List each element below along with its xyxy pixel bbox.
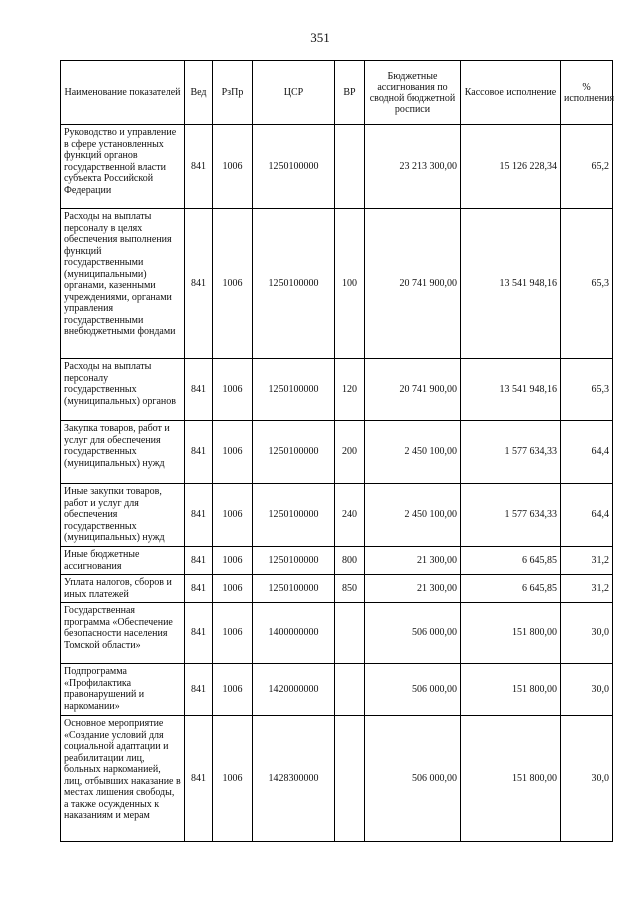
- header-rzpr: РзПр: [213, 61, 253, 125]
- row-rzpr: 1006: [213, 359, 253, 421]
- page-number: 351: [310, 30, 330, 45]
- table-header-row: [61, 61, 613, 125]
- row-percent: 65,3: [561, 209, 613, 359]
- row-budget: 21 300,00: [365, 575, 461, 603]
- row-ved: 841: [185, 716, 213, 842]
- row-vr: 100: [335, 209, 365, 359]
- row-name: Основное мероприятие «Создание условий для социальной адаптации и реабилитации лиц, больных наркоманией, лиц, отбывших наказание в местах лишения свободы, а также осужденных к наказаниям и мерам: [61, 716, 185, 842]
- header-name: Наименование показателей: [61, 61, 185, 125]
- header-vr: ВР: [335, 61, 365, 125]
- row-rzpr: 1006: [213, 209, 253, 359]
- row-ved: 841: [185, 125, 213, 209]
- row-csr: 1250100000: [253, 359, 335, 421]
- row-csr: 1250100000: [253, 484, 335, 547]
- row-ved: 841: [185, 664, 213, 716]
- row-cash: 1 577 634,33: [461, 421, 561, 484]
- row-name: Расходы на выплаты персоналу в целях обеспечения выполнения функций государственными (муниципальными) органами, казенными учреждениями, органами управления государственными внебюджетными фондами: [61, 209, 185, 359]
- row-rzpr: 1006: [213, 484, 253, 547]
- row-csr: 1428300000: [253, 716, 335, 842]
- row-cash: 13 541 948,16: [461, 359, 561, 421]
- row-percent: 64,4: [561, 484, 613, 547]
- budget-table: [60, 60, 613, 842]
- row-rzpr: 1006: [213, 575, 253, 603]
- header-percent: % исполнения: [561, 61, 613, 125]
- row-rzpr: 1006: [213, 421, 253, 484]
- row-budget: 20 741 900,00: [365, 359, 461, 421]
- header-ved: Вед: [185, 61, 213, 125]
- row-name: Уплата налогов, сборов и иных платежей: [61, 575, 185, 603]
- table-row: [61, 575, 613, 603]
- header-cash: Кассовое исполнение: [461, 61, 561, 125]
- row-rzpr: 1006: [213, 547, 253, 575]
- row-csr: 1250100000: [253, 547, 335, 575]
- row-ved: 841: [185, 421, 213, 484]
- table-row: [61, 484, 613, 547]
- table-row: [61, 359, 613, 421]
- row-vr: 240: [335, 484, 365, 547]
- row-name: Иные закупки товаров, работ и услуг для обеспечения государственных (муниципальных) нужд: [61, 484, 185, 547]
- row-name: Руководство и управление в сфере установленных функций органов государственной власти субъекта Российской Федерации: [61, 125, 185, 209]
- row-vr: 120: [335, 359, 365, 421]
- row-percent: 65,2: [561, 125, 613, 209]
- row-vr: 850: [335, 575, 365, 603]
- row-cash: 13 541 948,16: [461, 209, 561, 359]
- table-row: [61, 547, 613, 575]
- table-row: [61, 125, 613, 209]
- row-cash: 151 800,00: [461, 603, 561, 664]
- row-cash: 151 800,00: [461, 716, 561, 842]
- row-name: Расходы на выплаты персоналу государственных (муниципальных) органов: [61, 359, 185, 421]
- table-row: [61, 664, 613, 716]
- row-rzpr: 1006: [213, 125, 253, 209]
- row-rzpr: 1006: [213, 716, 253, 842]
- row-budget: 506 000,00: [365, 716, 461, 842]
- row-name: Подпрограмма «Профилактика правонарушений и наркомании»: [61, 664, 185, 716]
- row-ved: 841: [185, 359, 213, 421]
- row-percent: 64,4: [561, 421, 613, 484]
- table-row: [61, 421, 613, 484]
- row-name: Закупка товаров, работ и услуг для обеспечения государственных (муниципальных) нужд: [61, 421, 185, 484]
- row-percent: 30,0: [561, 716, 613, 842]
- header-csr: ЦСР: [253, 61, 335, 125]
- row-percent: 65,3: [561, 359, 613, 421]
- row-ved: 841: [185, 484, 213, 547]
- row-vr: [335, 716, 365, 842]
- row-percent: 30,0: [561, 603, 613, 664]
- row-name: Государственная программа «Обеспечение безопасности населения Томской области»: [61, 603, 185, 664]
- row-csr: 1420000000: [253, 664, 335, 716]
- row-vr: [335, 664, 365, 716]
- row-budget: 506 000,00: [365, 603, 461, 664]
- table-row: [61, 603, 613, 664]
- row-name: Иные бюджетные ассигнования: [61, 547, 185, 575]
- row-rzpr: 1006: [213, 603, 253, 664]
- row-ved: 841: [185, 547, 213, 575]
- row-budget: 2 450 100,00: [365, 421, 461, 484]
- row-cash: 1 577 634,33: [461, 484, 561, 547]
- row-ved: 841: [185, 575, 213, 603]
- row-percent: 31,2: [561, 575, 613, 603]
- row-vr: 200: [335, 421, 365, 484]
- row-vr: 800: [335, 547, 365, 575]
- row-budget: 2 450 100,00: [365, 484, 461, 547]
- row-vr: [335, 125, 365, 209]
- row-vr: [335, 603, 365, 664]
- row-cash: 15 126 228,34: [461, 125, 561, 209]
- header-budget: Бюджетные ассигнования по сводной бюджетной росписи: [365, 61, 461, 125]
- row-rzpr: 1006: [213, 664, 253, 716]
- row-csr: 1250100000: [253, 575, 335, 603]
- row-budget: 21 300,00: [365, 547, 461, 575]
- row-ved: 841: [185, 209, 213, 359]
- row-csr: 1250100000: [253, 125, 335, 209]
- row-csr: 1250100000: [253, 421, 335, 484]
- row-cash: 6 645,85: [461, 575, 561, 603]
- row-csr: 1250100000: [253, 209, 335, 359]
- row-budget: 20 741 900,00: [365, 209, 461, 359]
- row-percent: 31,2: [561, 547, 613, 575]
- row-cash: 151 800,00: [461, 664, 561, 716]
- row-csr: 1400000000: [253, 603, 335, 664]
- row-cash: 6 645,85: [461, 547, 561, 575]
- row-budget: 23 213 300,00: [365, 125, 461, 209]
- row-budget: 506 000,00: [365, 664, 461, 716]
- table-row: [61, 209, 613, 359]
- row-ved: 841: [185, 603, 213, 664]
- table-row: [61, 716, 613, 842]
- row-percent: 30,0: [561, 664, 613, 716]
